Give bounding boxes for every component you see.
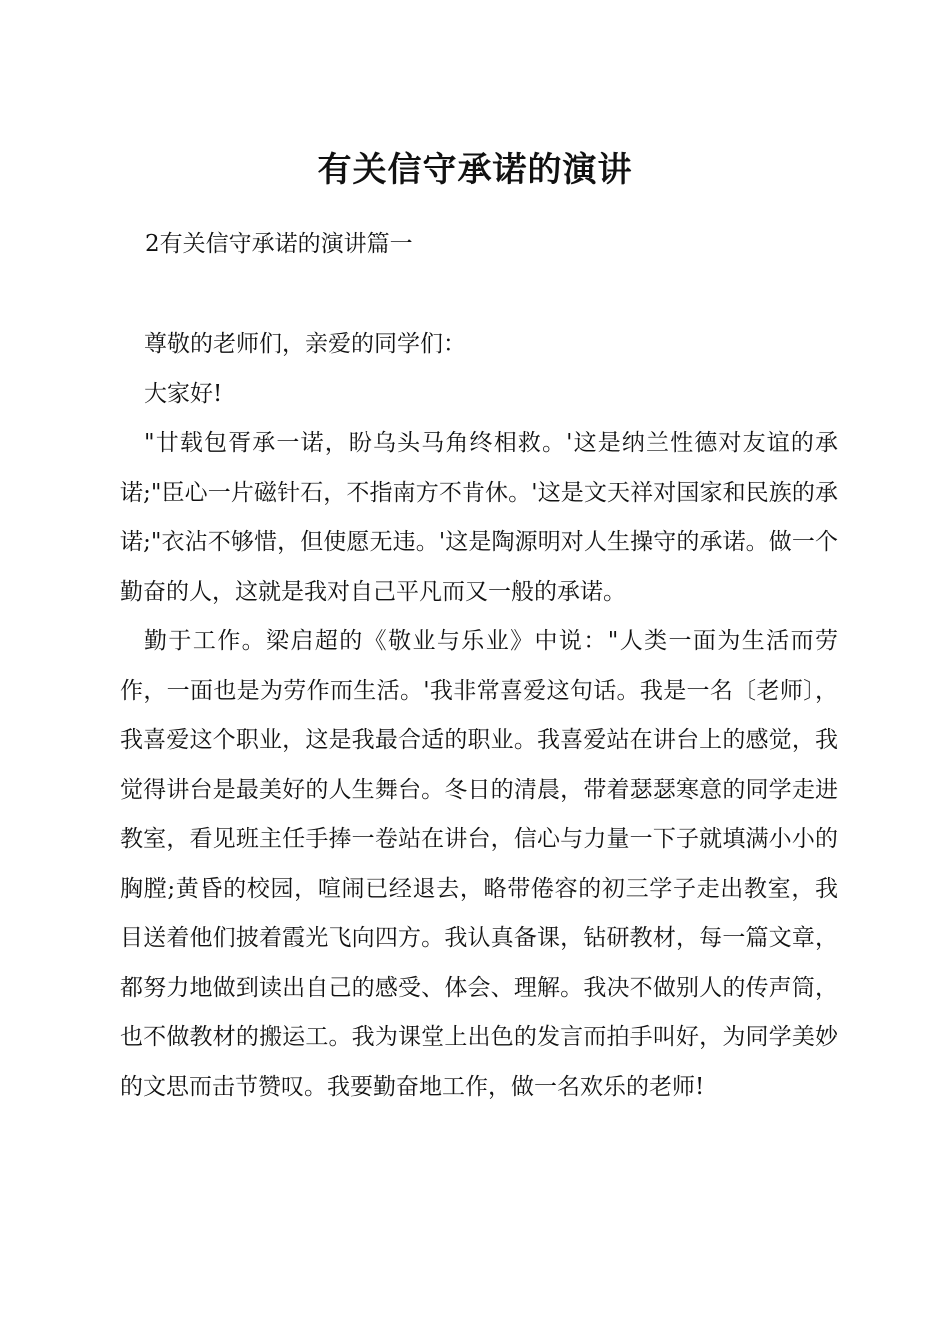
salutation-paragraph: 大家好!: [144, 380, 223, 407]
greeting-paragraph: 尊敬的老师们，亲爱的同学们：: [144, 331, 466, 357]
work-paragraph: 勤于工作。梁启超的《敬业与乐业》中说："人类一面为生活而劳作，一面也是为劳作而生活。'我非常喜爱这句话。我是一名〔老师〕，我喜爱这个职业，这是我最合适的职业。我喜爱站在讲台上的感觉，我觉得讲台是最美好的人生舞台。冬日的清晨，带着瑟瑟寒意的同学走进教室，看见班主任手捧一卷站在讲台，信心与力量一下子就填满小小的胸膛;黄昏的校园，喧闹已经退去，略带倦容的初三学子走出教室，我目送着他们披着霞光飞向四方。我认真备课，钻研教材，每一篇文章，都努力地做到读出自己的感受、体会、理解。我决不做别人的传声筒，也不做教材的搬运工。我为课堂上出色的发言而拍手叫好，为同学美妙的文思而击节赞叹。我要勤奋地工作，做一名欢乐的老师!: [120, 628, 838, 1100]
document-title: 有关信守承诺的演讲: [317, 150, 633, 190]
document-subtitle: 2有关信守承诺的演讲篇一: [145, 231, 413, 257]
speech-body: [120, 320, 838, 1112]
promise-paragraph: "廿载包胥承一诺，盼乌头马角终相救。'这是纳兰性德对友谊的承诺;"臣心一片磁针石，不指南方不肯休。'这是文天祥对国家和民族的承诺;"衣沾不够惜，但使愿无违。'这是陶源明对人生操守的承诺。做一个勤奋的人，这就是我对自己平凡而又一般的承诺。: [120, 430, 838, 605]
